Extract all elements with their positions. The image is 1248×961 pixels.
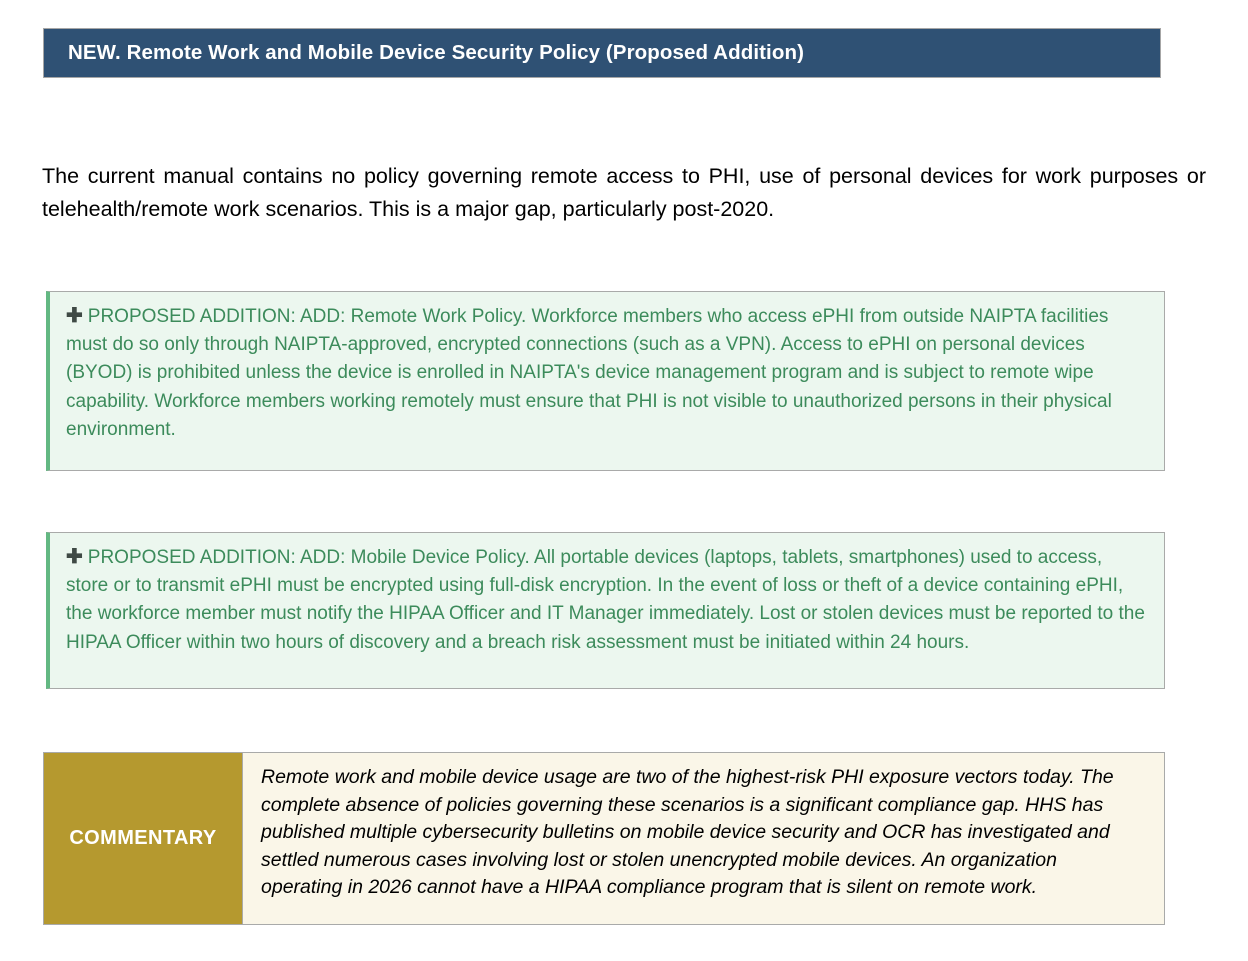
proposed-addition-text: PROPOSED ADDITION: ADD: Remote Work Policy. Workforce members who access ePHI from outside NAIPTA facilities must do so only through NAIPTA-approved, encrypted connections (such as a VPN). Access to ePHI on personal devices (BYOD) is prohibited unless the device is enrolled in NAIPTA's device management program and is subject to remote wipe capability. Workforce members working remotely must ensure that PHI is not visible to unauthorized persons in their physical environment.: [66, 306, 1112, 440]
commentary-label-cell: [44, 753, 243, 924]
commentary-text-cell: [243, 753, 1164, 924]
plus-icon: ✚: [66, 546, 83, 568]
proposed-addition-box: [46, 291, 1165, 471]
proposed-addition-content: [66, 543, 1148, 657]
intro-paragraph: The current manual contains no policy governing remote access to PHI, use of personal devices for work purposes or telehealth/remote work scenarios. This is a major gap, particularly post-2020.: [42, 163, 1206, 221]
commentary-block: [43, 752, 1165, 925]
plus-icon: ✚: [66, 305, 83, 327]
proposed-addition-box: [46, 532, 1165, 689]
section-header-title: NEW. Remote Work and Mobile Device Security Policy (Proposed Addition): [68, 40, 805, 64]
section-header-banner: [43, 28, 1161, 78]
proposed-addition-content: [66, 302, 1148, 444]
commentary-label: COMMENTARY: [69, 827, 217, 849]
proposed-addition-text: PROPOSED ADDITION: ADD: Mobile Device Policy. All portable devices (laptops, tablets, smartphones) used to access, store or to transmit ePHI must be encrypted using full-disk encryption. In the event of loss or theft of a device containing ePHI, the workforce member must notify the HIPAA Officer and IT Manager immediately. Lost or stolen devices must be reported to the HIPAA Officer within two hours of discovery and a breach risk assessment must be initiated within 24 hours.: [66, 547, 1145, 653]
commentary-text: Remote work and mobile device usage are two of the highest-risk PHI exposure vectors today. The complete absence of policies governing these scenarios is a significant compliance gap. HHS has published multiple cybersecurity bulletins on mobile device security and OCR has investigated and settled numerous cases involving lost or stolen unencrypted mobile devices. An organization operating in 2026 cannot have a HIPAA compliance program that is silent on remote work.: [261, 766, 1114, 898]
